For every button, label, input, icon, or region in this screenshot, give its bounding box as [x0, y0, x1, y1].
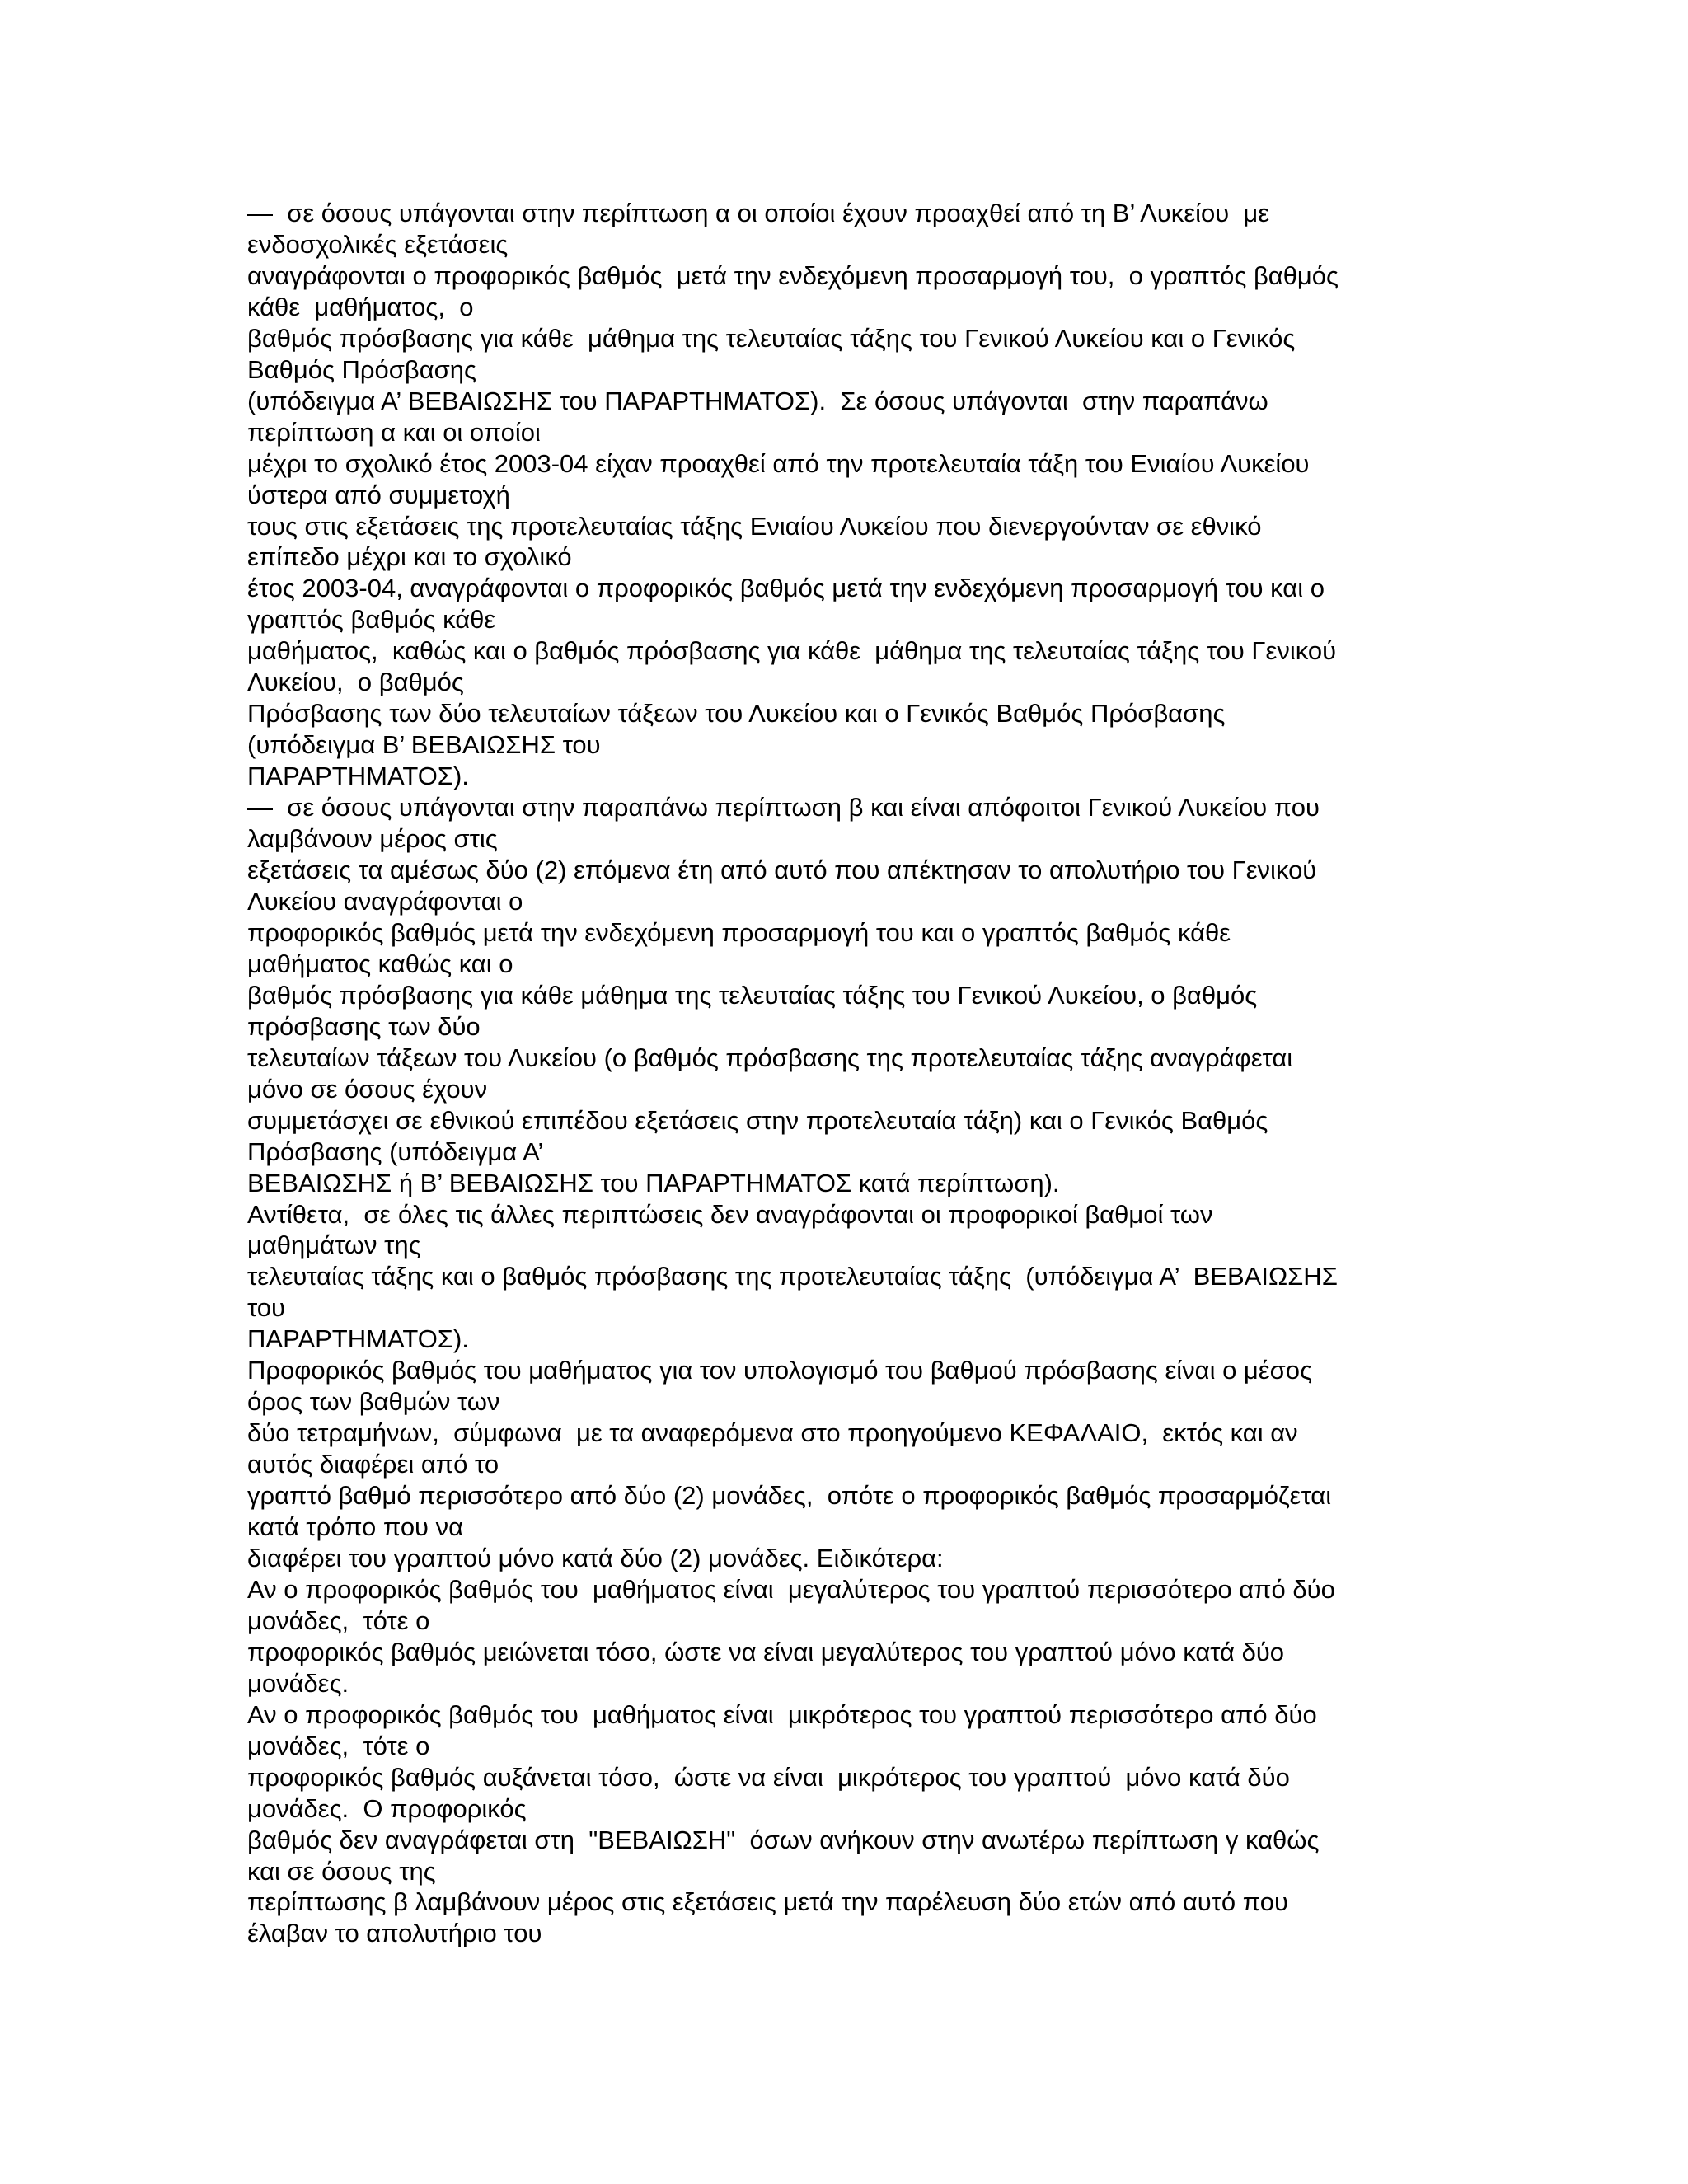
- text-line: εξετάσεις τα αμέσως δύο (2) επόμενα έτη από αυτό που απέκτησαν το απολυτήριο του Γενικού: [247, 855, 1317, 885]
- text-line: Λυκείου αναγράφονται ο: [247, 886, 523, 916]
- text-line: πρόσβασης των δύο: [247, 1011, 481, 1041]
- text-line: προφορικός βαθμός μειώνεται τόσο, ώστε να είναι μεγαλύτερος του γραπτού μόνο κατά δύο: [247, 1637, 1285, 1666]
- text-line: μονάδες, τότε ο: [247, 1605, 430, 1635]
- text-line: Προφορικός βαθμός του μαθήματος για τον υπολογισμό του βαθμού πρόσβασης είναι ο μέσος: [247, 1356, 1312, 1385]
- text-line: ΠΑΡΑΡΤΗΜΑΤΟΣ).: [247, 1324, 469, 1354]
- text-line: γραπτό βαθμό περισσότερο από δύο (2) μονάδες, οπότε ο προφορικός βαθμός προσαρμόζεται: [247, 1481, 1332, 1511]
- text-line: (υπόδειγμα Β’ ΒΕΒΑΙΩΣΗΣ του: [247, 730, 601, 760]
- text-line: του: [247, 1293, 286, 1323]
- text-line: βαθμός δεν αναγράφεται στη "ΒΕΒΑΙΩΣΗ" όσων ανήκουν στην ανωτέρω περίπτωση γ καθώς: [247, 1825, 1320, 1854]
- text-line: προφορικός βαθμός μετά την ενδεχόμενη προσαρμογή του και ο γραπτός βαθμός κάθε: [247, 917, 1231, 947]
- text-line: μονάδες.: [247, 1668, 349, 1698]
- text-line: ΒΕΒΑΙΩΣΗΣ ή Β’ ΒΕΒΑΙΩΣΗΣ του ΠΑΡΑΡΤΗΜΑΤΟΣ κατά περίπτωση).: [247, 1168, 1060, 1197]
- text-line: γραπτός βαθμός κάθε: [247, 605, 496, 635]
- text-line: περίπτωση α και οι οποίοι: [247, 417, 541, 447]
- text-line: κάθε μαθήματος, ο: [247, 292, 474, 321]
- text-line: λαμβάνουν μέρος στις: [247, 824, 498, 854]
- document-body: [247, 198, 1451, 1949]
- text-line: Αν ο προφορικός βαθμός του μαθήματος είναι μεγαλύτερος του γραπτού περισσότερο από δύο: [247, 1574, 1335, 1604]
- text-line: Λυκείου, ο βαθμός: [247, 668, 464, 697]
- text-line: δύο τετραμήνων, σύμφωνα με τα αναφερόμενα στο προηγούμενο ΚΕΦΑΛΑΙΟ, εκτός και αν: [247, 1418, 1298, 1448]
- text-line: μόνο σε όσους έχουν: [247, 1074, 488, 1104]
- text-line: επίπεδο μέχρι και το σχολικό: [247, 542, 572, 572]
- text-line: ύστερα από συμμετοχή: [247, 480, 510, 509]
- text-line: αναγράφονται ο προφορικός βαθμός μετά την ενδεχόμενη προσαρμογή του, ο γραπτός βαθμός: [247, 260, 1339, 290]
- text-line: και σε όσους της: [247, 1856, 436, 1886]
- text-line: (υπόδειγμα Α’ ΒΕΒΑΙΩΣΗΣ του ΠΑΡΑΡΤΗΜΑΤΟΣ). Σε όσους υπάγονται στην παραπάνω: [247, 386, 1268, 415]
- text-line: μαθήματος, καθώς και ο βαθμός πρόσβασης για κάθε μάθημα της τελευταίας τάξης του Γενικού: [247, 636, 1337, 666]
- text-line: συμμετάσχει σε εθνικού επιπέδου εξετάσεις στην προτελευταία τάξη) και ο Γενικός Βαθμός: [247, 1105, 1268, 1135]
- text-line: Πρόσβασης (υπόδειγμα Α’: [247, 1137, 544, 1166]
- text-line: κατά τρόπο που να: [247, 1512, 464, 1542]
- text-line: ΠΑΡΑΡΤΗΜΑΤΟΣ).: [247, 762, 469, 791]
- text-line: μαθήματος καθώς και ο: [247, 949, 513, 978]
- text-line: διαφέρει του γραπτού μόνο κατά δύο (2) μονάδες. Ειδικότερα:: [247, 1543, 944, 1572]
- text-line: μονάδες, τότε ο: [247, 1731, 430, 1760]
- text-line: αυτός διαφέρει από το: [247, 1450, 499, 1479]
- text-line: έτος 2003-04, αναγράφονται ο προφορικός βαθμός μετά την ενδεχόμενη προσαρμογή του και ο: [247, 574, 1325, 603]
- text-line: προφορικός βαθμός αυξάνεται τόσο, ώστε να είναι μικρότερος του γραπτού μόνο κατά δύο: [247, 1762, 1290, 1792]
- text-line: Αντίθετα, σε όλες τις άλλες περιπτώσεις δεν αναγράφονται οι προφορικοί βαθμοί των: [247, 1199, 1213, 1229]
- text-line: ενδοσχολικές εξετάσεις: [247, 229, 509, 259]
- text-line: Βαθμός Πρόσβασης: [247, 354, 476, 384]
- text-line: Πρόσβασης των δύο τελευταίων τάξεων του Λυκείου και ο Γενικός Βαθμός Πρόσβασης: [247, 699, 1226, 729]
- text-line: βαθμός πρόσβασης για κάθε μάθημα της τελευταίας τάξης του Γενικού Λυκείου, ο βαθμός: [247, 980, 1258, 1010]
- text-line: τελευταίας τάξης και ο βαθμός πρόσβασης της προτελευταίας τάξης (υπόδειγμα Α’ ΒΕΒΑΙΩΣΗΣ: [247, 1262, 1338, 1291]
- text-line: έλαβαν το απολυτήριο του: [247, 1919, 542, 1948]
- text-line: μαθημάτων της: [247, 1230, 421, 1260]
- text-line: — σε όσους υπάγονται στην περίπτωση α οι οποίοι έχουν προαχθεί από τη Β’ Λυκείου με: [247, 199, 1270, 227]
- text-line: βαθμός πρόσβασης για κάθε μάθημα της τελευταίας τάξης του Γενικού Λυκείου και ο Γενικός: [247, 323, 1296, 353]
- text-line: περίπτωσης β λαμβάνουν μέρος στις εξετάσεις μετά την παρέλευση δύο ετών από αυτό που: [247, 1887, 1288, 1917]
- text-line: μονάδες. Ο προφορικός: [247, 1793, 527, 1823]
- text-line: μέχρι το σχολικό έτος 2003-04 είχαν προαχθεί από την προτελευταία τάξη του Ενιαίου Λυκείου: [247, 448, 1310, 478]
- text-line: — σε όσους υπάγονται στην παραπάνω περίπτωση β και είναι απόφοιτοι Γενικού Λυκείου που: [247, 793, 1320, 823]
- text-line: όρος των βαθμών των: [247, 1387, 500, 1417]
- text-line: Αν ο προφορικός βαθμός του μαθήματος είναι μικρότερος του γραπτού περισσότερο από δύο: [247, 1699, 1317, 1729]
- text-line: τους στις εξετάσεις της προτελευταίας τάξης Ενιαίου Λυκείου που διενεργούνταν σε εθνικό: [247, 511, 1262, 541]
- text-line: τελευταίων τάξεων του Λυκείου (ο βαθμός πρόσβασης της προτελευταίας τάξης αναγράφεται: [247, 1043, 1293, 1072]
